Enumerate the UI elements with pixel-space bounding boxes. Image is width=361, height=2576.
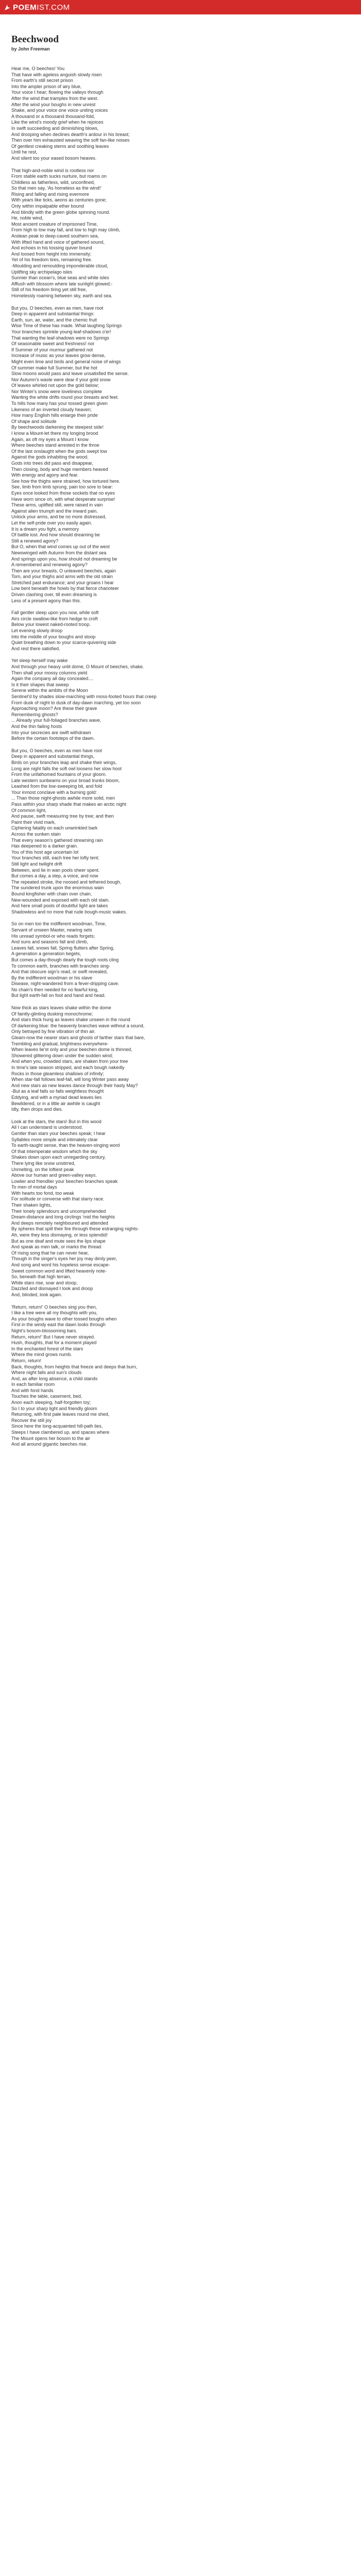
- poem-line: Of common light,: [11, 807, 47, 813]
- site-name-bold: POEM: [13, 3, 37, 12]
- poem-line: And rest there satisfied.: [11, 646, 60, 651]
- poem-line: New-wounded and exposed with each old stain.: [11, 897, 110, 903]
- poem-line: So that men say, 'As homeless as the wind!': [11, 185, 102, 191]
- poem-line: When leaves lie'st only and your beechen dome is thinned,: [11, 1047, 133, 1053]
- poem-line: ... Already your full-foliaged branches wave,: [11, 718, 102, 723]
- poem-line: Childless as fatherless, wild, unconfined,: [11, 179, 95, 185]
- poem-line: Ciphering fatality on each unwrinkled bark: [11, 825, 98, 831]
- stanza: [11, 1304, 350, 1448]
- poem-line: And, as after long absence, a child stands: [11, 1376, 98, 1381]
- poem-line: Likeness of an inverted cloudy heaven;: [11, 406, 92, 412]
- poem-line: So on men too the indifferent woodman, Time,: [11, 921, 106, 927]
- poem-line: Andean peak to deep-caved southern sea,: [11, 233, 99, 239]
- poem-line: And springs upon you, how should not dreaming be: [11, 556, 118, 562]
- poem-line: All I can understand is understood.: [11, 1125, 83, 1130]
- poem-line: Then closing, body and huge members heaved: [11, 466, 108, 472]
- poem-line: After the wind your boughs in new unrest: [11, 101, 96, 107]
- poem-line: A generation a generation begets,: [11, 951, 81, 957]
- poem-line: Approaching moon? Are these their grave: [11, 706, 97, 711]
- poem-line: Now thick as stars leaves shake within the dome: [11, 1005, 111, 1011]
- poem-line: Serene within the ambits of the Moon: [11, 688, 88, 693]
- poem-line: Wanting the white drifts round your breasts and feet.: [11, 395, 119, 400]
- poem-line: Into your secrecies are swift withdrawn: [11, 730, 91, 735]
- poem-line: Before the certain footsteps of the dawn.: [11, 736, 95, 741]
- poem-line: Only betrayed by fine vibration of thin air.: [11, 1029, 96, 1035]
- poem-author: by John Freeman: [11, 46, 50, 52]
- poem-line: With years like ticks, aeons as centuries gone;: [11, 197, 107, 203]
- poem-line: You of this host age uncertain lot: [11, 849, 79, 855]
- poem-line: From stable earth sucks nurture, but roams on: [11, 174, 107, 179]
- poem-line: Their lonely splendours and uncomprehended: [11, 1208, 106, 1214]
- poem-line: Return, return!: [11, 1358, 42, 1363]
- poem-line: Then are your breasts, O unleaved beeches, again: [11, 568, 116, 573]
- poem-line: From dusk of night to dusk of day-dawn marching, yet too soon: [11, 700, 141, 705]
- poem-line: And song and word his hopeless sense escape-: [11, 1262, 110, 1267]
- poem-line: Into the middle of your boughs and stoop: [11, 634, 96, 639]
- poem-line: Dazzled and dismayed I look and droop: [11, 1286, 93, 1292]
- poem-line: And, blinded, look again.: [11, 1292, 62, 1297]
- poem-line: Where night falls and sun's clouds: [11, 1370, 82, 1376]
- poem-line: And speak as men talk, or marks the thread: [11, 1244, 102, 1250]
- poem-line: Sunnier than ocean's, blue seas and white isles: [11, 275, 109, 281]
- site-name-thin: IST.COM: [37, 3, 70, 12]
- poem-line: Have worn since oh, with what desperate surprise!: [11, 496, 116, 502]
- poem-line: But as one deaf and mute sees the lips shape: [11, 1238, 106, 1244]
- poem-line: Birds on your branches leap and shake their wings,: [11, 759, 117, 765]
- poem-line: That have with ageless anguish slowly risen: [11, 72, 102, 77]
- poem-line: Ah, were they less dismaying, or less splendid!: [11, 1232, 108, 1238]
- poem-line: That every season's gathered streaming rain: [11, 837, 103, 843]
- poem-line: And deeps remotely neighboured and attended: [11, 1220, 108, 1226]
- poem-line: Is it their shapes that sweep: [11, 682, 69, 687]
- poem-line: But you, O beeches, even as men, have root: [11, 305, 104, 311]
- poem-line: Anon each sleeping, half-forgotten toy;: [11, 1400, 91, 1405]
- poem-line: The repeated stroke, the noosed and tethered bough,: [11, 879, 122, 885]
- poem-line: The Mount opens her bosom to the air: [11, 1435, 90, 1441]
- poem-line: And through your heavy unlit dome, O Mount of beeches, shake.: [11, 664, 144, 669]
- poem-line: Of the last onslaught when the gods swept low: [11, 448, 107, 454]
- poem-line: Again, as oft my eyes a Mount I know: [11, 436, 89, 442]
- poem-line: Of rising song that he can never hear,: [11, 1250, 89, 1256]
- poem-line: Your inmost conclave with a burning gold:: [11, 789, 97, 795]
- poem-line: Trembling and gradual, brightness everywhere-: [11, 1041, 109, 1046]
- poem-line: If Summer of your murmur gathered not: [11, 347, 93, 352]
- poem-line: A remembered and renewing agony?: [11, 562, 88, 568]
- stanza: [11, 658, 350, 741]
- poem-line: Deep in apparent and substantial things,: [11, 754, 95, 759]
- stanza: [11, 1005, 350, 1113]
- poem-line: Most ancient creature of imprisoned Time,: [11, 221, 98, 227]
- poem-line: Low bent beneath the howls by that fierce charioteer: [11, 586, 119, 591]
- poem-line: In each familiar room: [11, 1382, 55, 1387]
- poem-line: Yet sleep herself may wake: [11, 658, 68, 664]
- poem-line: But O, when that wind comes up out of the west: [11, 544, 110, 550]
- poem-line: Still of his freedom tiring yet still free,: [11, 287, 87, 293]
- stanza: [11, 168, 350, 299]
- poem-line: Rocks in those gleamless shallows of infinity;: [11, 1071, 104, 1076]
- stanza: [11, 610, 350, 652]
- poem-line: To men of mortal days: [11, 1184, 57, 1190]
- poem-line: Then shall your mossy columns yield: [11, 670, 88, 675]
- poem-line: Look at the stars, the stars! But in this wood: [11, 1118, 102, 1124]
- poem-line: And with fond hands: [11, 1387, 54, 1393]
- poem-line: And all around gigantic beeches rise.: [11, 1442, 88, 1447]
- poem-line: Eddying, and with a myriad dead leaves lies: [11, 1094, 102, 1100]
- poem-line: And loosed from height into immensity;: [11, 251, 92, 257]
- poem-line: Afflush with blossom where late sunlight glowed;-: [11, 281, 112, 286]
- poem-line: Again the company all day concealed....: [11, 676, 94, 682]
- poem-line: Bewildered, or in a little air awhile is caught: [11, 1100, 101, 1106]
- poem-line: Might even lime and birds and general noise of wings: [11, 359, 121, 364]
- poem-line: Late western sunbeams on your broad trunks bloom,: [11, 777, 120, 783]
- poem-line: Deep in apparent and substantial things:: [11, 311, 95, 317]
- poem-line: Syllables more simple and intimately clear: [11, 1137, 98, 1142]
- poem-content: [0, 14, 361, 1464]
- poem-line: By beechwoods darkening the steepest side!: [11, 425, 104, 430]
- poem-line: Though in the singer's eyes her joy may dimly peer,: [11, 1256, 117, 1262]
- poem-line: And when you, crowded stars, are shaken from your tree: [11, 1059, 128, 1064]
- poem-line: Airs circle swallow-like from hedge to croft: [11, 616, 98, 621]
- poem-line: And new stars as new leaves dance through their hasty May?: [11, 1082, 138, 1088]
- poem-line: In the enchanted forest of the stars: [11, 1346, 84, 1351]
- poem-line: Lowlier and friendlier your beechen branches speak: [11, 1178, 118, 1184]
- poem-line: Nor Autumn's waste were dear if your gold snow: [11, 377, 111, 382]
- site-header: [0, 0, 361, 14]
- poem-line: And blindly with the green globe spinning round.: [11, 209, 110, 215]
- poem-line: Bound kingfisher with chain over chain,: [11, 891, 92, 896]
- poem-line: Into the ampler prison of airy blue,: [11, 83, 82, 89]
- poem-line: Pass within your sharp shade that makes an arctic night: [11, 802, 126, 807]
- poem-line: Of summer make full Summer, but the hot: [11, 365, 97, 370]
- poem-line: While stars rise, soar and stoop,: [11, 1280, 78, 1285]
- poem-line: He, noble wind,: [11, 215, 44, 221]
- poem-line: Stretched past endurance; and your groans I hear: [11, 580, 114, 585]
- poem-line: Shakes down upon each unregarding century,: [11, 1155, 106, 1160]
- poem-line: A thousand or a thousand thousand-fold,: [11, 113, 95, 119]
- poem-line: Return, return!' But I have never strayed.: [11, 1334, 95, 1340]
- poem-line: I like a tree were all my thoughts with you,: [11, 1310, 98, 1316]
- poem-line: ... Than those night-ghosts awhile more solid, men: [11, 795, 115, 801]
- poem-line: To common earth, branches with branches sing-: [11, 963, 110, 969]
- poem-line: Sweet common word and lifted heavenly note-: [11, 1268, 107, 1274]
- poem-line: It is a dream you fight, a memory: [11, 526, 79, 532]
- poem-line: Quiet breathing down to your scarce-quivering side: [11, 640, 117, 646]
- poem-line: When star-fall follows leaf-fall, will long Winter pass away: [11, 1077, 129, 1082]
- poem-line: Still light and twilight drift: [11, 861, 62, 867]
- poem-line: After the wind that tramples from the west.: [11, 95, 99, 101]
- poem-line: Of faintly-glinting dusking monochrome;: [11, 1011, 93, 1016]
- poem-line: Eyes once looked from those sockets that no eyes: [11, 490, 115, 496]
- poem-line: Where the mind grows numb.: [11, 1352, 72, 1358]
- poem-line: Still a renewed agony?: [11, 538, 59, 544]
- poem-line: Where beeches stand arrested in the throe: [11, 443, 100, 448]
- poem-line: Long are night falls the soft owl loosens her slow hoot: [11, 766, 122, 771]
- poem-line: Idly, then drops and dies.: [11, 1107, 63, 1112]
- poem-line: Of battle lost. And how should dreaming be: [11, 532, 100, 538]
- poem-line: And the thin failing hosts: [11, 723, 62, 729]
- stanza: [11, 1119, 350, 1298]
- poem-line: That high-and-noble wind is rootless nor: [11, 167, 94, 173]
- poem-line: Hear me, O beeches! You: [11, 66, 65, 71]
- poem-line: But comes a day, a step, a voice, and now: [11, 873, 99, 879]
- poem-line: In time's late season stripped, and each bough nakedly: [11, 1065, 125, 1070]
- poem-line: Nor Winter's snow were loveliness complete: [11, 388, 102, 394]
- poem-line: Driven clashing over, till even dreaming is: [11, 592, 97, 598]
- poem-line: For solitude or converse with that starry race.: [11, 1196, 105, 1202]
- poem-line: I know a Mount-let there my longing brood: [11, 431, 99, 436]
- poem-line: There lying like snow unstirred,: [11, 1160, 76, 1166]
- poem-line: Gods into trees did pass and disappear,: [11, 461, 93, 466]
- poem-line: First in the windy east the dawn looks through: [11, 1322, 106, 1328]
- poem-line: Gleam-now the nearer stars and ghosts of farther stars that bare,: [11, 1035, 145, 1041]
- poem-line: Touches the table, casement, bed,: [11, 1394, 83, 1399]
- poem-line: The sundered trunk upon the enormous wain: [11, 885, 104, 891]
- poem-line: In swift succeeding and diminishing blows,: [11, 125, 99, 131]
- poem-line: So, beneath that high terrain,: [11, 1274, 72, 1280]
- poem-line: Then over him exhausted weaving the soft fan-like noises: [11, 138, 130, 143]
- poem-line: Torn, and your thighs and arms with the old strain: [11, 574, 113, 580]
- poem-line: But you, O beeches, even as men have root: [11, 748, 102, 753]
- poem-line: Unmelting, on the loftiest peak: [11, 1166, 74, 1172]
- poem-line: Steeps I have clambered up, and spaces where: [11, 1430, 110, 1435]
- poem-line: And drooping when declines dearth's ardour in his breast;: [11, 131, 130, 137]
- poem-line: Leaves fall, snows fall, Spring flutters after Spring,: [11, 945, 114, 951]
- stanza: [11, 748, 350, 916]
- poem-line: To hills how many has your tossed green given: [11, 401, 108, 406]
- poem-line: Has deepened to a darker grain.: [11, 843, 78, 849]
- poem-line: With hearts too fond, too weak: [11, 1190, 74, 1196]
- poem-line: By spheres that spill their fire through these estranging nights-: [11, 1226, 139, 1232]
- poem-line: Slow moons would pass and leave unsatisfied the sense.: [11, 371, 129, 377]
- poem-line: Recover the still joy: [11, 1417, 52, 1423]
- poem-line: Back, thoughts, from heights that freeze and deeps that burn,: [11, 1364, 138, 1369]
- poem-line: Paint their vivid mark,: [11, 819, 56, 825]
- poem-line: Earth, sun, air, water, and the chemic fruit: [11, 317, 97, 323]
- poem-line: Your voice I hear; flowing the valleys through: [11, 90, 104, 95]
- stanza: [11, 306, 350, 604]
- poem-line: And pause, swift measuring tree by tree; and then: [11, 814, 114, 819]
- poem-line: From high to low may fall, and low to high may climb,: [11, 227, 121, 233]
- poem-line: Newswinged with Autumn from the distant sea: [11, 550, 107, 555]
- poem-line: As your boughs wave to other tossed boughs when: [11, 1316, 117, 1321]
- poem-line: How many English hills enlarge their pride: [11, 413, 98, 418]
- poem-line: With lifted hand and voice of gathered sound,: [11, 239, 105, 245]
- poem-line: Of shape and solitude: [11, 418, 57, 424]
- poem-line: Of leaves whirled not upon the gold below;: [11, 383, 99, 388]
- poem-line: But comes a day-though dearly the tough roots cling: [11, 957, 119, 962]
- poem-line: Of gentlest creaking stems and soothing leaves: [11, 143, 109, 149]
- poem-line: Since here the long-acquainted hill-path lies,: [11, 1423, 103, 1429]
- poem-line: And suns and seasons fall and climb,: [11, 939, 88, 945]
- stanza: [11, 921, 350, 999]
- poem-line: No chain's then needed for no fearful king,: [11, 987, 99, 992]
- poem-line: 'Return, return!' O beeches sing you then,: [11, 1304, 97, 1310]
- poem-line: Rising and falling and rising evermore: [11, 191, 89, 197]
- poem-line: That wanting the leaf-shadows were no Springs: [11, 335, 109, 341]
- poem-line: Like the wind's moody grief when he rejoices: [11, 120, 104, 125]
- poem-line: Fall gentler sleep upon you now, while soft: [11, 610, 99, 616]
- poem-line: Unlock your arms, and be no more distressed,: [11, 514, 107, 520]
- poem-line: Shadowless and no more that rude bough-music wakes.: [11, 909, 127, 914]
- poem-line: Between, and lie in wan pools sheer spent.: [11, 867, 100, 873]
- poem-line: Of seasonable sweet and freshness! nor: [11, 341, 95, 347]
- poem-line: Increase of music as your leaves grow dense,: [11, 353, 106, 359]
- poem-line: And that obscure sign's read, or swift revealed,: [11, 969, 108, 975]
- poem-line: And stars thick hung as leaves shake unseen in the round: [11, 1017, 130, 1023]
- poem-line: Let the self-pride over you easily again.: [11, 520, 92, 526]
- poem-line: These arms, uplifted still, were raised in vain: [11, 502, 103, 508]
- poem-title: Beechwood: [11, 34, 59, 45]
- poem-line: -But as a leaf falls so falls weightless thought: [11, 1089, 104, 1094]
- poem-line: Remembering ghosts?: [11, 711, 58, 717]
- poem-line: Gentler than stars your beeches speak; I hear: [11, 1130, 106, 1136]
- poem-line: Let evening slowly droop: [11, 628, 63, 634]
- poem-line: Until he rest,: [11, 149, 38, 155]
- poem-line: Less of a present agony than this.: [11, 598, 81, 603]
- poem-line: Shake, and your voice one voice uniting voices: [11, 108, 108, 113]
- poem-line: And here small pools of doubtful light are takes: [11, 903, 108, 909]
- poem-line: And echoes in his tossing quiver bound: [11, 245, 92, 251]
- poem-line: And silent too your eased bosom heaves.: [11, 155, 97, 161]
- poem-line: Leashed from the low-sweeping bit, and fold: [11, 784, 103, 789]
- poem-line: Of that intemperate wisdom which the sky: [11, 1148, 97, 1154]
- stanza: [11, 66, 350, 162]
- poem-line: Dream-distance and long circlings 'mid the heights: [11, 1214, 115, 1220]
- poem-line: By the indifferent woodman or his slave: [11, 975, 92, 980]
- poem-line: His unread symbol-or who reads forgets;: [11, 933, 95, 939]
- poem-line: Yet of his freedom tires, remaining free.: [11, 257, 92, 263]
- poem-line: Across the sunken stain: [11, 832, 61, 837]
- poem-line: Hush, thoughts, that for a moment played: [11, 1340, 97, 1346]
- poem-line: Against alien triumph and the inward pain.: [11, 508, 98, 514]
- poem-line: Uplifting sky archipelago isles: [11, 269, 73, 275]
- poem-line: -Moulding and remoulding imponderable cloud,: [11, 263, 108, 268]
- poem-line: Of darkening blue: the heavenly branches wave without a sound,: [11, 1023, 145, 1028]
- poem-line: Below your lowest naked-rooted troop.: [11, 622, 91, 628]
- poem-line: Only within impalpable ether bound: [11, 204, 84, 209]
- poem-line: Their shaken lights,: [11, 1202, 52, 1208]
- quill-icon: [4, 4, 11, 11]
- poem-line: From the unfathomed fountains of your gloom.: [11, 772, 107, 777]
- poem-line: But light earth-fall on foot and hand and head.: [11, 993, 106, 998]
- poem-line: From earth's still secret prison: [11, 78, 73, 83]
- poem-line: So I to your sharp light and friendly gloom: [11, 1405, 97, 1411]
- poem-line: To earth-taught sense, than the heaven-singing word: [11, 1143, 120, 1148]
- poem-line: Servant of unseen Master, nearing sets: [11, 927, 92, 933]
- poem-line: See how the thighs were strained, how tortured here.: [11, 478, 121, 484]
- poem-line: Your branches still, each tree her lofty tent;: [11, 855, 100, 861]
- poem-line: Night's bosom-blossoming bars.: [11, 1328, 77, 1333]
- site-logo[interactable]: [4, 3, 70, 12]
- poem-line: Wise Time of these has made. What laughing Springs: [11, 323, 122, 329]
- poem-line: Homelessly roaming between sky, earth and sea.: [11, 293, 112, 298]
- poem-line: Returning, with first pale leaves round me shed,: [11, 1412, 110, 1417]
- poem-line: Showered glittering down under the sudden wind;: [11, 1053, 113, 1058]
- poem-line: See, limb from limb sprung, pain too sore to bear:: [11, 484, 113, 490]
- poem-line: Against the gods inhabiting the wood.: [11, 454, 89, 460]
- poem-body: [11, 66, 350, 1448]
- poem-line: Above our human and green-valley ways.: [11, 1173, 97, 1178]
- poem-line: With energy and agony and fear.: [11, 472, 79, 478]
- poem-line: Sentinel'd by shades slow-marching with moss-footed hours that creep: [11, 693, 157, 699]
- poem-line: Your branches sprinkle young leaf-shadows o'er!: [11, 329, 111, 334]
- poem-line: Disease, night-wandered from a fever-dripping cave.: [11, 981, 120, 987]
